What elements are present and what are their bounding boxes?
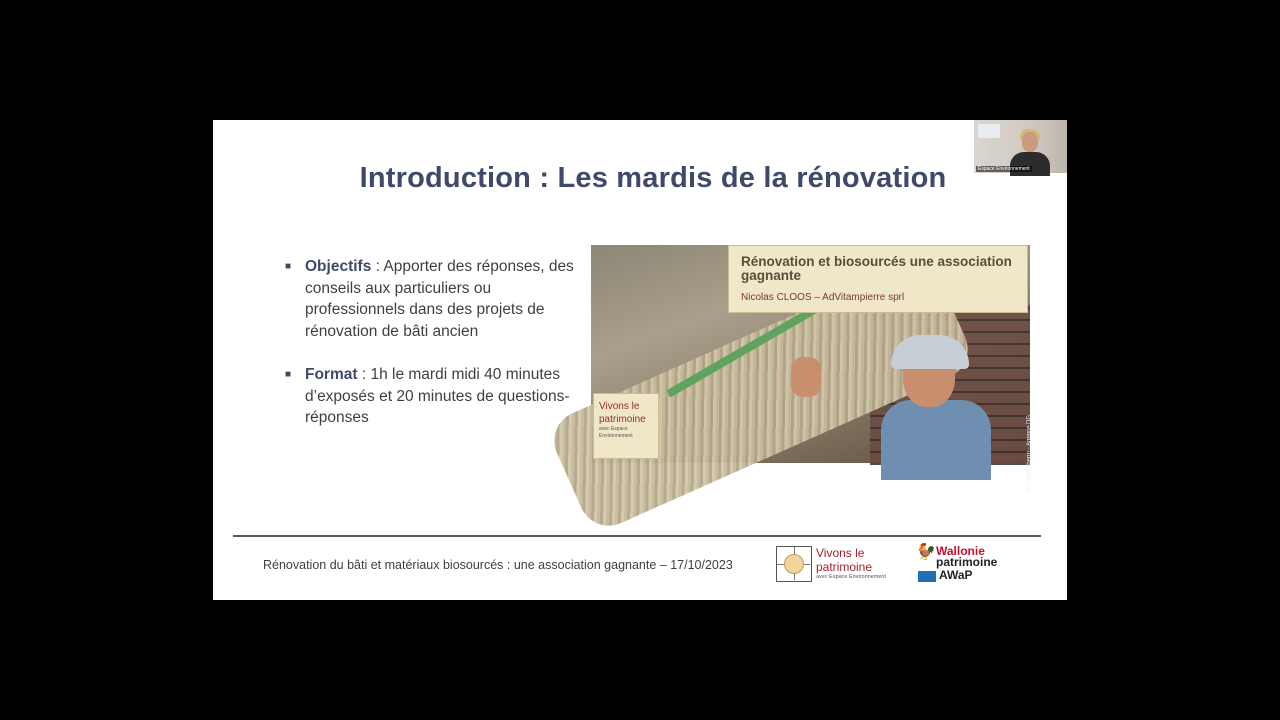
bullet-objectifs — [285, 256, 585, 342]
presentation-slide — [213, 120, 1067, 600]
vivons-tag-small: avec Espace Environnement — [599, 426, 633, 439]
photo-credit: © Greenfiberm - Agence DG — [1026, 415, 1032, 491]
speaker-webcam[interactable] — [974, 120, 1067, 173]
awap-icon — [918, 571, 936, 582]
vivons-logo-circle-icon — [784, 554, 804, 574]
vivons-logo-sub: avec Espace Environnement — [816, 574, 887, 580]
person-hands — [791, 357, 821, 397]
vivons-patrimoine-logo — [776, 544, 896, 586]
bullet-label: Objectifs — [305, 258, 372, 275]
bullet-text: : 1h le mardi midi 40 minutes d’exposés et 20 minutes de questions-réponses — [305, 366, 570, 426]
webcam-label: Espace Environnement — [978, 166, 1030, 172]
bullet-label: Format — [305, 366, 358, 383]
wallonie-text: Wallonie — [936, 544, 985, 558]
person-cap — [891, 335, 969, 369]
rooster-icon: 🐓 — [916, 544, 936, 561]
speaker-face — [1022, 132, 1038, 152]
person-body — [881, 400, 991, 480]
webcam-window — [978, 124, 1000, 138]
bullet-text: : Apporter des réponses, des conseils aux particuliers ou professionnels dans des projets de rénovation de bâti ancien — [305, 258, 574, 340]
caption-subtitle: Nicolas CLOOS – AdVitampierre sprl — [741, 292, 905, 303]
speaker-torso — [1010, 152, 1050, 176]
vivons-tag — [593, 393, 659, 459]
awap-text: AWaP — [939, 568, 973, 582]
vivons-tag-title: Vivons le patrimoine — [599, 401, 646, 425]
bullet-marker-icon: ■ — [285, 261, 292, 272]
photo-caption — [728, 245, 1028, 313]
vivons-logo-title: Vivons le patrimoine — [816, 546, 873, 574]
bullet-list — [285, 256, 585, 451]
wallonie-awap-logo — [916, 543, 1006, 587]
session-photo — [591, 245, 1032, 491]
caption-title: Rénovation et biosourcés une association gagnante — [741, 254, 1012, 283]
footer-divider — [233, 535, 1041, 537]
slide-title: Introduction : Les mardis de la rénovation — [359, 162, 947, 194]
slide-footer: Rénovation du bâti et matériaux biosourcés : une association gagnante – 17/10/2023 — [263, 558, 733, 572]
bullet-marker-icon: ■ — [285, 369, 292, 380]
bullet-format — [285, 364, 585, 429]
patrimoine-text: patrimoine — [936, 555, 998, 569]
